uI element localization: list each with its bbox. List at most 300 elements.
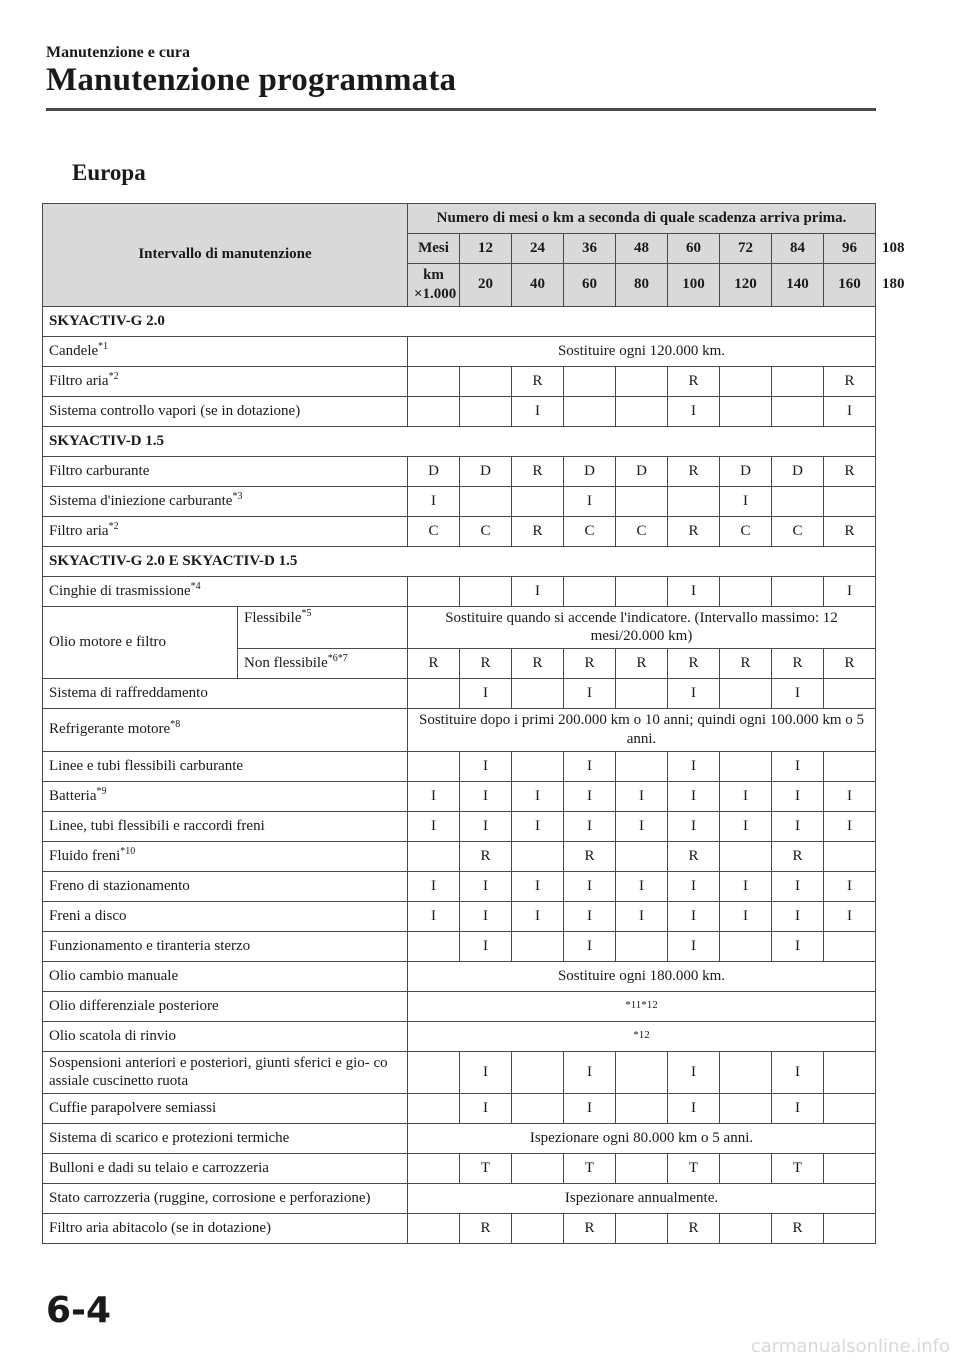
interval-cell: I — [460, 931, 512, 961]
interval-cell: I — [616, 811, 668, 841]
interval-cell — [616, 396, 668, 426]
item-label: Sistema di scarico e protezioni termiche — [49, 1130, 290, 1147]
interval-cell: R — [772, 649, 824, 679]
interval-cell: R — [772, 841, 824, 871]
km-cell: 80 — [616, 264, 668, 307]
interval-cell: I — [720, 811, 772, 841]
month-cell: 48 — [616, 234, 668, 264]
interval-cell: I — [460, 751, 512, 781]
interval-cell — [772, 366, 824, 396]
table-row — [43, 456, 876, 486]
item-label: Freni a disco — [49, 907, 127, 924]
interval-cell: I — [564, 679, 616, 709]
interval-cell: I — [460, 1051, 512, 1094]
interval-cell: R — [408, 649, 460, 679]
interval-cell — [772, 576, 824, 606]
interval-cell — [720, 1154, 772, 1184]
interval-cell: I — [564, 1094, 616, 1124]
item-label-cell — [43, 576, 408, 606]
interval-cell: D — [616, 456, 668, 486]
interval-cell — [824, 1214, 876, 1244]
interval-cell — [720, 841, 772, 871]
interval-cell — [824, 841, 876, 871]
interval-cell: I — [408, 871, 460, 901]
interval-cell: I — [512, 781, 564, 811]
months-label: Mesi — [408, 234, 460, 264]
footnote-ref: *5 — [301, 607, 312, 619]
item-label-cell — [43, 1184, 408, 1214]
interval-cell — [616, 1154, 668, 1184]
oil-label-cell — [43, 606, 238, 679]
item-label-cell — [43, 1214, 408, 1244]
footnote-ref: *8 — [170, 719, 181, 731]
interval-cell: I — [824, 901, 876, 931]
interval-cell — [460, 396, 512, 426]
interval-cell: T — [772, 1154, 824, 1184]
interval-cell: I — [512, 396, 564, 426]
table-row — [43, 709, 876, 752]
interval-cell: I — [668, 576, 720, 606]
interval-cell: I — [720, 871, 772, 901]
table-row — [43, 486, 876, 516]
interval-cell: R — [668, 366, 720, 396]
item-label: Filtro aria — [49, 372, 109, 389]
table-row — [43, 1154, 876, 1184]
interval-cell: R — [460, 1214, 512, 1244]
item-label: Sistema d'iniezione carburante — [49, 492, 233, 509]
interval-cell: D — [720, 456, 772, 486]
month-cell: 24 — [512, 234, 564, 264]
interval-cell — [408, 576, 460, 606]
item-label-cell — [43, 456, 408, 486]
item-label-cell — [43, 1051, 408, 1094]
interval-cell: I — [668, 871, 720, 901]
interval-cell — [564, 576, 616, 606]
interval-cell — [616, 1214, 668, 1244]
interval-cell: I — [668, 811, 720, 841]
item-label-cell — [43, 871, 408, 901]
item-label: Refrigerante motore — [49, 721, 171, 738]
header-row-note — [43, 204, 876, 234]
table-row — [43, 679, 876, 709]
interval-cell: R — [668, 841, 720, 871]
interval-cell: I — [460, 901, 512, 931]
interval-cell: I — [668, 901, 720, 931]
interval-cell: R — [564, 649, 616, 679]
oil-row-flex — [43, 606, 876, 649]
item-label-cell — [43, 709, 408, 752]
km-cell: 20 — [460, 264, 512, 307]
flex-label: Flessibile — [244, 609, 302, 626]
interval-cell — [772, 396, 824, 426]
table-row — [43, 366, 876, 396]
interval-cell — [772, 486, 824, 516]
interval-cell — [564, 366, 616, 396]
month-cell: 72 — [720, 234, 772, 264]
item-label-cell — [43, 841, 408, 871]
interval-cell — [616, 841, 668, 871]
table-row — [43, 516, 876, 546]
interval-cell: I — [564, 811, 616, 841]
interval-cell: I — [668, 1094, 720, 1124]
footnote-ref: *10 — [120, 845, 136, 857]
interval-cell: C — [460, 516, 512, 546]
interval-cell: R — [460, 649, 512, 679]
km-cell: 40 — [512, 264, 564, 307]
month-cell: 36 — [564, 234, 616, 264]
interval-cell — [408, 679, 460, 709]
table-row — [43, 961, 876, 991]
item-label: Linee e tubi flessibili carburante — [49, 757, 244, 774]
interval-cell: I — [668, 1051, 720, 1094]
interval-cell: I — [460, 811, 512, 841]
interval-cell — [512, 931, 564, 961]
interval-cell — [512, 486, 564, 516]
item-label-cell — [43, 961, 408, 991]
table-row — [43, 781, 876, 811]
month-cell: 84 — [772, 234, 824, 264]
item-label: Filtro carburante — [49, 462, 150, 479]
item-label: Sospensioni anteriori e posteriori, giunti sferici e gio- co assiale cuscinetto ruota — [49, 1054, 388, 1090]
item-label-cell — [43, 366, 408, 396]
interval-cell — [460, 366, 512, 396]
interval-cell: I — [772, 1051, 824, 1094]
interval-cell — [408, 1154, 460, 1184]
interval-cell — [616, 931, 668, 961]
interval-cell — [408, 1051, 460, 1094]
footnote-ref: *3 — [232, 490, 243, 502]
interval-cell: I — [564, 781, 616, 811]
interval-cell: I — [512, 576, 564, 606]
interval-cell: I — [824, 576, 876, 606]
interval-cell: I — [772, 871, 824, 901]
table-row — [43, 336, 876, 366]
interval-cell: D — [564, 456, 616, 486]
interval-cell — [720, 679, 772, 709]
interval-cell: D — [460, 456, 512, 486]
table-row — [43, 751, 876, 781]
interval-cell: I — [408, 486, 460, 516]
interval-cell — [824, 486, 876, 516]
interval-cell: I — [824, 396, 876, 426]
interval-cell: I — [772, 931, 824, 961]
table-row — [43, 901, 876, 931]
interval-cell: I — [772, 751, 824, 781]
table-row — [43, 931, 876, 961]
interval-cell: R — [512, 516, 564, 546]
interval-cell: R — [720, 649, 772, 679]
flex-label-cell — [238, 606, 408, 649]
item-label: Batteria — [49, 787, 97, 804]
interval-cell — [512, 1214, 564, 1244]
interval-cell: I — [564, 751, 616, 781]
item-label-cell — [43, 781, 408, 811]
interval-label-cell — [43, 204, 408, 307]
nonflex-label: Non flessibile — [244, 655, 328, 672]
item-label-cell — [43, 991, 408, 1021]
interval-cell — [720, 366, 772, 396]
interval-cell: R — [668, 456, 720, 486]
interval-cell — [720, 396, 772, 426]
interval-cell — [720, 1094, 772, 1124]
interval-cell — [512, 1051, 564, 1094]
interval-cell: D — [772, 456, 824, 486]
interval-cell: I — [720, 781, 772, 811]
table-row — [43, 1184, 876, 1214]
span-text-cell: Ispezionare annualmente. — [408, 1184, 876, 1214]
item-label-cell — [43, 811, 408, 841]
interval-cell — [616, 576, 668, 606]
interval-cell: I — [668, 396, 720, 426]
header-row-km: km ×1.000 20 40 60 80 100 120 140 160 180 — [43, 264, 876, 307]
interval-cell: I — [668, 751, 720, 781]
interval-cell: R — [668, 1214, 720, 1244]
schedule-body — [43, 204, 905, 1244]
interval-cell — [408, 1094, 460, 1124]
interval-cell: I — [564, 871, 616, 901]
interval-cell: R — [512, 456, 564, 486]
interval-cell: C — [616, 516, 668, 546]
interval-cell: R — [512, 649, 564, 679]
interval-cell: I — [824, 811, 876, 841]
title-divider — [46, 108, 876, 111]
footnote-ref: *2 — [108, 370, 119, 382]
interval-cell: C — [720, 516, 772, 546]
interval-cell: I — [564, 931, 616, 961]
section-title: SKYACTIV-G 2.0 E SKYACTIV-D 1.5 — [43, 546, 876, 576]
item-label-cell — [43, 1154, 408, 1184]
interval-cell — [408, 841, 460, 871]
interval-cell: R — [460, 841, 512, 871]
table-row — [43, 1021, 876, 1051]
item-label: Filtro aria abitacolo (se in dotazione) — [49, 1220, 272, 1237]
interval-cell — [408, 751, 460, 781]
interval-cell: I — [408, 901, 460, 931]
item-label: Fluido freni — [49, 847, 121, 864]
section-title: SKYACTIV-G 2.0 — [43, 306, 876, 336]
item-label: Olio differenziale posteriore — [49, 997, 219, 1014]
interval-cell: I — [616, 781, 668, 811]
table-row — [43, 396, 876, 426]
item-label: Linee, tubi flessibili e raccordi freni — [49, 817, 265, 834]
interval-cell — [824, 679, 876, 709]
interval-cell: R — [824, 366, 876, 396]
interval-cell: I — [668, 679, 720, 709]
interval-cell: R — [616, 649, 668, 679]
interval-cell — [824, 1051, 876, 1094]
item-label: Freno di stazionamento — [49, 877, 190, 894]
footnote-note-cell: *11*12 — [408, 991, 876, 1021]
span-text-cell: Sostituire dopo i primi 200.000 km o 10 anni; quindi ogni 100.000 km o 5 anni. — [408, 709, 876, 752]
interval-cell: R — [824, 649, 876, 679]
km-cell: 160 — [824, 264, 876, 307]
interval-cell — [616, 1094, 668, 1124]
km-cell: 140 — [772, 264, 824, 307]
km-label: km ×1.000 — [408, 264, 460, 307]
interval-cell: D — [408, 456, 460, 486]
table-row — [43, 1051, 876, 1094]
interval-cell: I — [564, 1051, 616, 1094]
interval-cell: I — [772, 781, 824, 811]
interval-cell: I — [772, 811, 824, 841]
interval-cell — [668, 486, 720, 516]
interval-cell: I — [460, 679, 512, 709]
footnote-ref: *9 — [96, 785, 107, 797]
interval-cell — [824, 931, 876, 961]
table-row — [43, 841, 876, 871]
interval-cell: I — [512, 811, 564, 841]
item-label: Cinghie di trasmissione — [49, 582, 191, 599]
interval-cell: I — [668, 931, 720, 961]
interval-cell: T — [668, 1154, 720, 1184]
interval-cell: I — [772, 901, 824, 931]
span-text-cell: Sostituire ogni 120.000 km. — [408, 336, 876, 366]
item-label: Cuffie parapolvere semiassi — [49, 1100, 217, 1117]
interval-cell: I — [720, 486, 772, 516]
interval-cell: R — [564, 1214, 616, 1244]
interval-cell: I — [408, 781, 460, 811]
item-label-cell — [43, 1124, 408, 1154]
table-row — [43, 1124, 876, 1154]
month-cell: 12 — [460, 234, 512, 264]
interval-cell — [408, 1214, 460, 1244]
item-label-cell — [43, 1021, 408, 1051]
section-row — [43, 546, 876, 576]
interval-cell — [512, 751, 564, 781]
interval-label: Intervallo di manutenzione — [138, 246, 312, 263]
interval-cell — [616, 679, 668, 709]
nonflex-label-cell — [238, 649, 408, 679]
item-label: Olio scatola di rinvio — [49, 1027, 177, 1044]
interval-cell: C — [772, 516, 824, 546]
oil-label: Olio motore e filtro — [49, 633, 167, 650]
section-title: SKYACTIV-D 1.5 — [43, 426, 876, 456]
interval-cell — [824, 1154, 876, 1184]
table-row — [43, 576, 876, 606]
interval-cell: R — [824, 516, 876, 546]
interval-cell — [460, 486, 512, 516]
interval-cell — [720, 1214, 772, 1244]
interval-cell: R — [824, 456, 876, 486]
table-row — [43, 871, 876, 901]
span-text-cell: Sostituire ogni 180.000 km. — [408, 961, 876, 991]
footnote-ref: *1 — [98, 340, 109, 352]
item-label-cell — [43, 931, 408, 961]
interval-cell — [824, 1094, 876, 1124]
interval-cell: C — [408, 516, 460, 546]
month-cell: 60 — [668, 234, 720, 264]
span-text-cell: Ispezionare ogni 80.000 km o 5 anni. — [408, 1124, 876, 1154]
interval-cell: R — [668, 649, 720, 679]
interval-cell: I — [512, 901, 564, 931]
item-label: Sistema controllo vapori (se in dotazione) — [49, 402, 301, 419]
watermark: carmanualsonline.info — [750, 1336, 950, 1357]
item-label: Funzionamento e tiranteria sterzo — [49, 937, 251, 954]
interval-cell: I — [616, 871, 668, 901]
interval-cell — [564, 396, 616, 426]
table-row — [43, 811, 876, 841]
item-label-cell — [43, 679, 408, 709]
interval-cell: R — [772, 1214, 824, 1244]
interval-cell: T — [460, 1154, 512, 1184]
interval-cell: I — [512, 871, 564, 901]
item-label-cell — [43, 516, 408, 546]
item-label-cell — [43, 901, 408, 931]
table-row — [43, 1094, 876, 1124]
interval-cell: T — [564, 1154, 616, 1184]
period-note: Numero di mesi o km a seconda di quale scadenza arriva prima. — [408, 204, 876, 234]
item-label: Filtro aria — [49, 522, 109, 539]
interval-cell — [824, 751, 876, 781]
item-label-cell — [43, 336, 408, 366]
interval-cell — [720, 1051, 772, 1094]
interval-cell: I — [720, 901, 772, 931]
month-cell: 96 — [824, 234, 876, 264]
footnote-note-cell: *12 — [408, 1021, 876, 1051]
page-number: 6-4 — [46, 1290, 112, 1331]
interval-cell: C — [564, 516, 616, 546]
interval-cell: I — [460, 871, 512, 901]
header-row-months: Mesi 12 24 36 48 60 72 84 96 108 — [43, 234, 876, 264]
interval-cell — [512, 1094, 564, 1124]
interval-cell: R — [668, 516, 720, 546]
interval-cell: I — [668, 781, 720, 811]
interval-cell: I — [824, 871, 876, 901]
interval-cell — [512, 841, 564, 871]
interval-cell — [460, 576, 512, 606]
flex-text: Sostituire quando si accende l'indicatore. (Intervallo massimo: 12 mesi/20.000 km) — [408, 606, 876, 649]
item-label: Bulloni e dadi su telaio e carrozzeria — [49, 1160, 269, 1177]
km-cell: 120 — [720, 264, 772, 307]
section-label: Manutenzione e cura — [46, 44, 190, 61]
footnote-ref: *6*7 — [327, 653, 348, 665]
interval-cell: I — [564, 486, 616, 516]
interval-cell: I — [824, 781, 876, 811]
interval-cell: I — [408, 811, 460, 841]
interval-cell — [616, 1051, 668, 1094]
section-row — [43, 426, 876, 456]
item-label-cell — [43, 751, 408, 781]
interval-cell: I — [616, 901, 668, 931]
item-label: Olio cambio manuale — [49, 967, 179, 984]
interval-cell: I — [564, 901, 616, 931]
item-label: Stato carrozzeria (ruggine, corrosione e perforazione) — [49, 1190, 371, 1207]
table-row — [43, 1214, 876, 1244]
maintenance-schedule-table — [42, 203, 905, 1244]
interval-cell — [408, 396, 460, 426]
interval-cell — [408, 366, 460, 396]
footnote-ref: *2 — [108, 520, 119, 532]
interval-cell — [616, 486, 668, 516]
interval-cell: R — [512, 366, 564, 396]
section-row — [43, 306, 876, 336]
interval-cell — [720, 931, 772, 961]
km-cell: 60 — [564, 264, 616, 307]
interval-cell — [720, 576, 772, 606]
page-title: Manutenzione programmata — [46, 62, 457, 98]
interval-cell: I — [772, 1094, 824, 1124]
interval-cell — [512, 1154, 564, 1184]
interval-cell — [616, 751, 668, 781]
item-label-cell — [43, 396, 408, 426]
item-label-cell — [43, 486, 408, 516]
table-row — [43, 991, 876, 1021]
interval-cell — [408, 931, 460, 961]
item-label: Sistema di raffreddamento — [49, 685, 208, 702]
interval-cell — [512, 679, 564, 709]
interval-cell — [720, 751, 772, 781]
interval-cell: R — [564, 841, 616, 871]
